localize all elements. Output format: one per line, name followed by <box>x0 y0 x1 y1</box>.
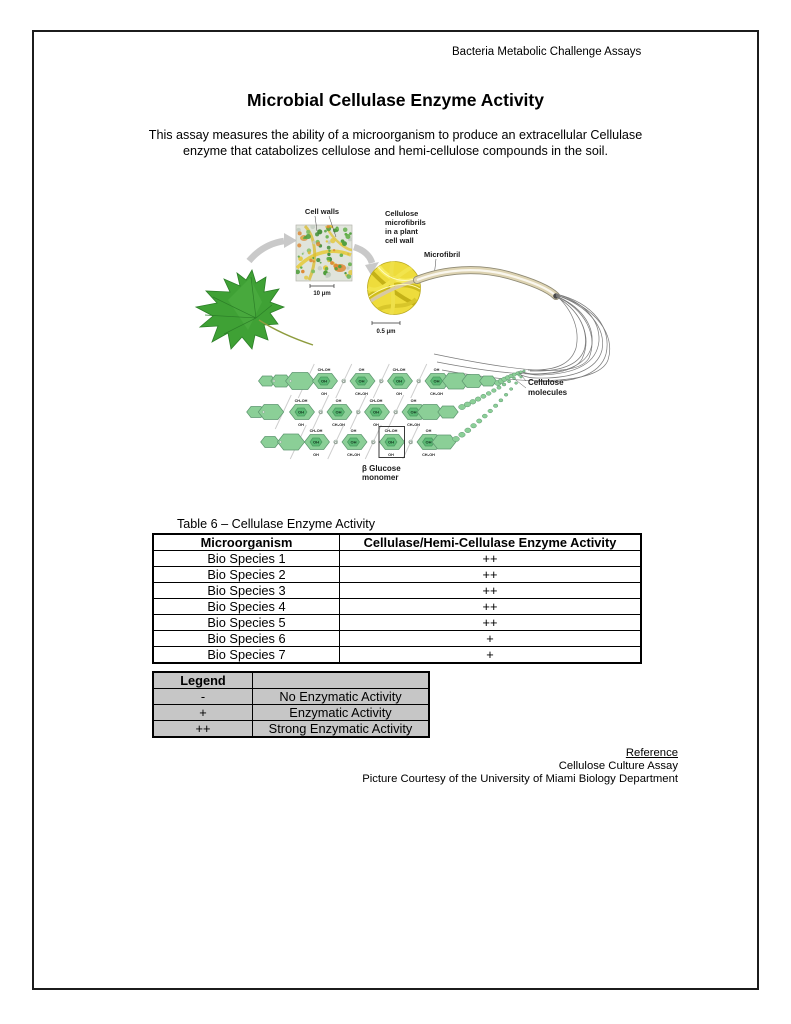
svg-text:CH₂OH: CH₂OH <box>355 391 368 396</box>
column-header-microorganism: Microorganism <box>153 534 340 551</box>
cell-walls-micrograph <box>295 224 353 281</box>
reference-line2: Picture Courtesy of the University of Miami Biology Department <box>362 773 678 785</box>
glucose-chain-diagram <box>247 364 526 459</box>
svg-text:OH: OH <box>298 409 304 415</box>
microfibrils-caption <box>385 209 426 245</box>
svg-text:monomer: monomer <box>362 473 399 482</box>
activity-cell: ++ <box>340 551 642 567</box>
table-row <box>153 631 641 647</box>
svg-text:O: O <box>334 440 338 445</box>
cellulose-structure-figure <box>185 200 630 500</box>
organism-cell: Bio Species 7 <box>153 647 340 664</box>
legend-title: Legend <box>153 672 253 689</box>
table-row <box>153 583 641 599</box>
table-caption: Table 6 – Cellulase Enzyme Activity <box>177 517 376 531</box>
legend-row <box>153 689 429 705</box>
svg-text:CH₂OH: CH₂OH <box>407 422 420 427</box>
svg-text:microfibrils: microfibrils <box>385 218 426 227</box>
glucose-chain-row <box>259 364 526 398</box>
organism-cell: Bio Species 4 <box>153 599 340 615</box>
description-line2: enzyme that catabolizes cellulose and hemi-cellulose compounds in the soil. <box>183 143 608 158</box>
svg-text:O: O <box>394 410 398 415</box>
activity-cell: ++ <box>340 599 642 615</box>
svg-text:OH: OH <box>335 398 342 403</box>
page-title: Microbial Cellulase Enzyme Activity <box>247 90 544 110</box>
svg-text:OH: OH <box>425 439 432 445</box>
legend-row <box>153 721 429 738</box>
legend-meaning: Strong Enzymatic Activity <box>253 721 430 738</box>
svg-text:OH: OH <box>396 378 402 384</box>
svg-text:Cellulose: Cellulose <box>528 378 564 387</box>
organism-cell: Bio Species 3 <box>153 583 340 599</box>
legend-header-row <box>153 672 429 689</box>
svg-text:CH₂OH: CH₂OH <box>309 428 323 433</box>
activity-cell: ++ <box>340 567 642 583</box>
svg-text:OH: OH <box>313 439 319 445</box>
legend-row <box>153 705 429 721</box>
svg-text:OH: OH <box>358 367 365 372</box>
scale-bar-05um <box>372 321 400 335</box>
reference-title: Reference <box>625 747 678 759</box>
legend-meaning: No Enzymatic Activity <box>253 689 430 705</box>
svg-text:OH: OH <box>388 439 394 445</box>
svg-text:O: O <box>409 440 413 445</box>
organism-cell: Bio Species 2 <box>153 567 340 583</box>
svg-text:OH: OH <box>410 398 417 403</box>
svg-text:CH₂OH: CH₂OH <box>422 452 435 457</box>
svg-text:O: O <box>356 410 360 415</box>
table-row <box>153 599 641 615</box>
svg-text:molecules: molecules <box>528 388 568 397</box>
svg-text:O: O <box>371 440 375 445</box>
svg-text:CH₂OH: CH₂OH <box>317 367 331 372</box>
zoom-arrow-left <box>249 233 297 261</box>
document-header: Bacteria Metabolic Challenge Assays <box>452 46 642 58</box>
svg-text:O: O <box>417 379 421 384</box>
legend-symbol: + <box>153 705 253 721</box>
legend-symbol: - <box>153 689 253 705</box>
svg-text:OH: OH <box>410 409 417 415</box>
svg-text:OH: OH <box>425 428 432 433</box>
svg-text:cell wall: cell wall <box>385 236 414 245</box>
page-border <box>32 30 759 990</box>
legend-symbol: ++ <box>153 721 253 738</box>
activity-cell: ++ <box>340 583 642 599</box>
svg-text:OH: OH <box>350 428 357 433</box>
svg-text:in a plant: in a plant <box>385 227 418 236</box>
description-line1: This assay measures the ability of a microorganism to produce an extracellular Cellulase <box>148 128 643 142</box>
svg-text:O: O <box>342 379 346 384</box>
microfibril-tube <box>417 270 559 299</box>
svg-text:β Glucose: β Glucose <box>362 464 401 473</box>
organism-cell: Bio Species 1 <box>153 551 340 567</box>
svg-text:0.5 μm: 0.5 μm <box>376 329 396 335</box>
assay-description <box>0 128 791 159</box>
svg-text:OH: OH <box>373 409 379 415</box>
maple-leaf-illustration <box>196 270 313 349</box>
svg-text:OH: OH <box>350 439 357 445</box>
svg-text:OH: OH <box>396 391 402 396</box>
glucose-monomer-label <box>362 464 401 482</box>
svg-text:CH₂OH: CH₂OH <box>384 428 398 433</box>
svg-text:OH: OH <box>313 452 319 457</box>
microfibril-label: Microfibril <box>424 250 461 259</box>
svg-text:O: O <box>379 379 383 384</box>
svg-text:CH₂OH: CH₂OH <box>294 398 308 403</box>
legend-table <box>152 671 430 738</box>
svg-text:CH₂OH: CH₂OH <box>369 398 383 403</box>
svg-text:CH₂OH: CH₂OH <box>430 391 443 396</box>
organism-cell: Bio Species 6 <box>153 631 340 647</box>
svg-text:OH: OH <box>335 409 342 415</box>
table-row <box>153 615 641 631</box>
svg-text:OH: OH <box>358 378 365 384</box>
svg-text:OH: OH <box>373 422 379 427</box>
organism-cell: Bio Species 5 <box>153 615 340 631</box>
svg-text:OH: OH <box>433 378 440 384</box>
reference-block <box>362 747 678 786</box>
cellulose-molecule-fibers <box>434 294 610 382</box>
svg-text:O: O <box>319 410 323 415</box>
activity-cell: ++ <box>340 615 642 631</box>
svg-text:OH: OH <box>321 391 327 396</box>
legend-meaning: Enzymatic Activity <box>253 705 430 721</box>
svg-text:OH: OH <box>433 367 440 372</box>
svg-text:CH₂OH: CH₂OH <box>347 452 360 457</box>
table-row <box>153 567 641 583</box>
table-row <box>153 647 641 664</box>
reference-line1: Cellulose Culture Assay <box>558 760 678 772</box>
column-header-activity: Cellulase/Hemi-Cellulase Enzyme Activity <box>340 534 642 551</box>
assay-results-table <box>152 533 642 664</box>
activity-cell: + <box>340 631 642 647</box>
svg-text:OH: OH <box>321 378 327 384</box>
legend-empty-cell <box>253 672 430 689</box>
svg-text:CH₂OH: CH₂OH <box>392 367 406 372</box>
svg-text:OH: OH <box>388 452 394 457</box>
scale-bar-10um <box>310 284 334 297</box>
activity-cell: + <box>340 647 642 664</box>
svg-text:CH₂OH: CH₂OH <box>332 422 345 427</box>
svg-text:Cellulose: Cellulose <box>385 209 419 218</box>
table-row <box>153 551 641 567</box>
table-header-row <box>153 534 641 551</box>
cell-walls-label: Cell walls <box>304 207 340 216</box>
svg-text:OH: OH <box>298 422 304 427</box>
svg-text:10 μm: 10 μm <box>313 291 331 297</box>
